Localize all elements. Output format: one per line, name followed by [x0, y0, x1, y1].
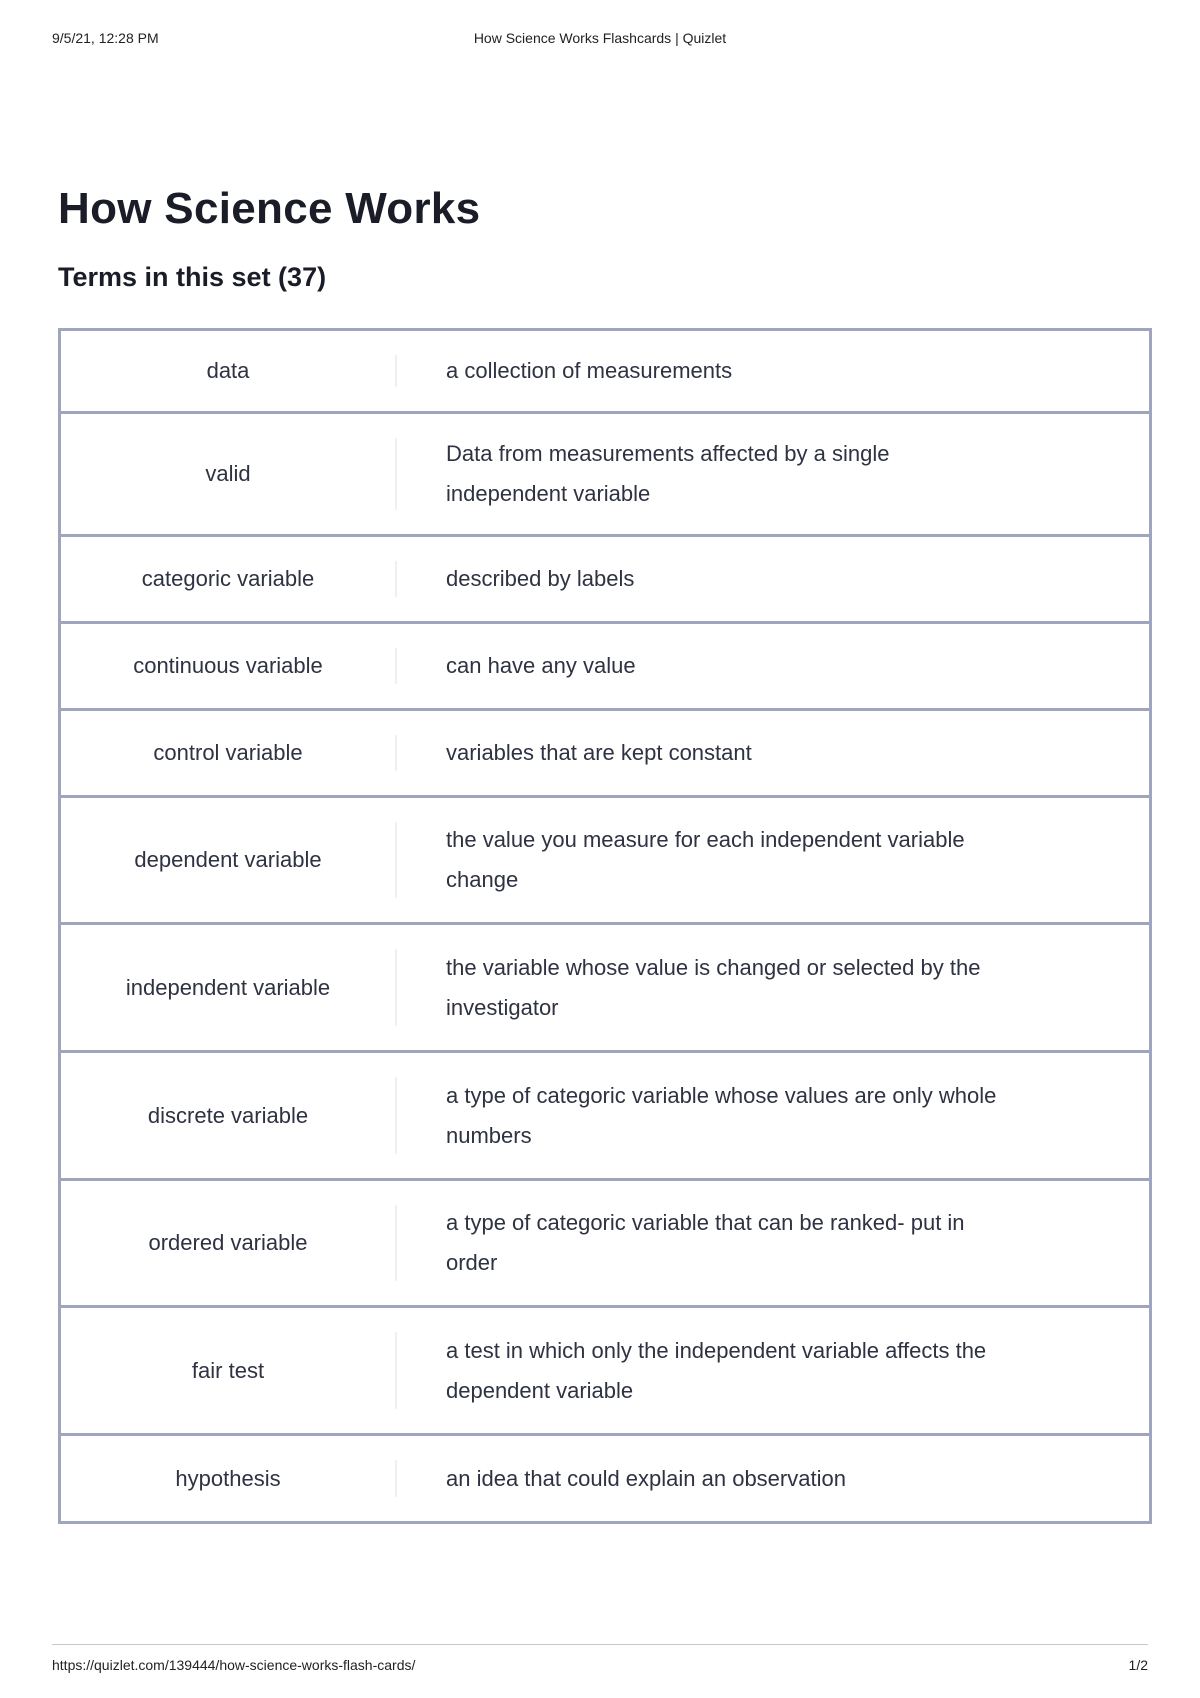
- term-word: discrete variable: [147, 1102, 309, 1128]
- term-word: valid: [205, 461, 251, 486]
- print-document-title: How Science Works Flashcards | Quizlet: [473, 30, 727, 46]
- print-date: 9/5/21, 12:28 PM: [52, 30, 159, 46]
- term-definition: described by labels: [446, 566, 635, 591]
- term-row: [58, 534, 1152, 624]
- term-word: hypothesis: [175, 1465, 281, 1491]
- term-row: [58, 1050, 1152, 1181]
- print-footer: [52, 1644, 1148, 1673]
- term-row: [58, 328, 1152, 414]
- term-word: dependent variable: [134, 847, 322, 872]
- term-definition: Data from measurements affected by a single independent variable: [446, 441, 890, 506]
- term-definition: can have any value: [446, 653, 636, 678]
- set-title: How Science Works: [58, 184, 481, 233]
- term-definition: a test in which only the independent variable affects the dependent variable: [446, 1337, 987, 1403]
- term-row: [58, 411, 1152, 537]
- term-row: [58, 1178, 1152, 1308]
- term-definition: an idea that could explain an observation: [446, 1465, 846, 1491]
- term-row: [58, 1433, 1152, 1524]
- term-row: [58, 708, 1152, 798]
- terms-count-heading: Terms in this set (37): [58, 262, 327, 292]
- page-number: 1/2: [1128, 1657, 1148, 1673]
- term-word: control variable: [153, 740, 303, 765]
- term-row: [58, 795, 1152, 925]
- term-definition: the variable whose value is changed or selected by the investigator: [446, 954, 981, 1020]
- term-word: independent variable: [125, 974, 331, 1000]
- print-header: [52, 26, 1148, 50]
- term-word: ordered variable: [148, 1230, 308, 1255]
- term-definition: the value you measure for each independent variable change: [446, 827, 965, 892]
- term-definition: variables that are kept constant: [446, 740, 752, 765]
- term-row: [58, 621, 1152, 711]
- term-row: [58, 922, 1152, 1053]
- term-word: categoric variable: [141, 566, 315, 591]
- term-row: [58, 1305, 1152, 1436]
- term-definition: a collection of measurements: [446, 358, 733, 383]
- term-word: fair test: [191, 1357, 265, 1383]
- page-url: https://quizlet.com/139444/how-science-works-flash-cards/: [52, 1657, 416, 1673]
- term-definition: a type of categoric variable that can be ranked- put in order: [446, 1210, 965, 1275]
- term-word: continuous variable: [133, 653, 323, 678]
- terms-list: [58, 328, 1152, 1524]
- term-definition: a type of categoric variable whose values are only whole numbers: [446, 1082, 997, 1148]
- term-word: data: [206, 358, 250, 383]
